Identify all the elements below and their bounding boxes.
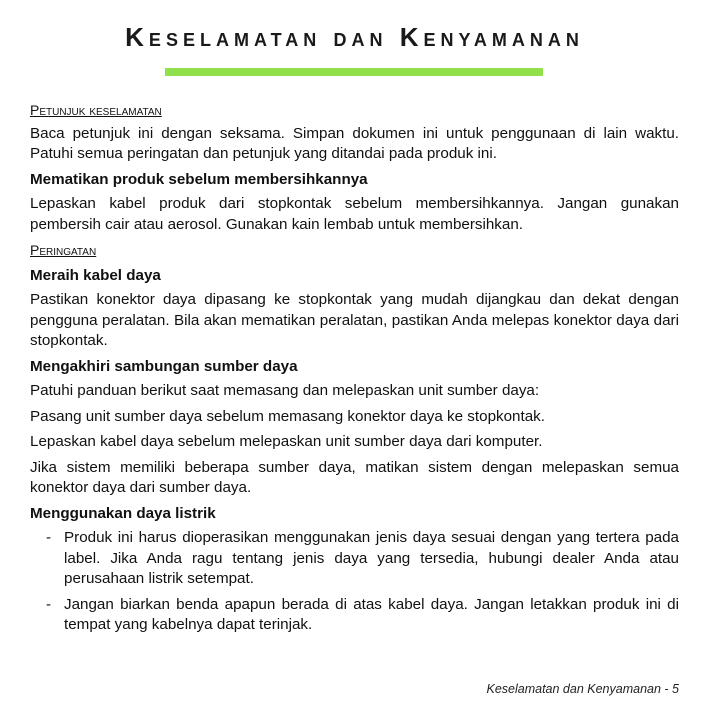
subheading-daya-listrik: Menggunakan daya listrik: [30, 504, 216, 522]
dash-bullet: -: [46, 595, 52, 613]
list-item: [30, 595, 679, 636]
intro-paragraph: Baca petunjuk ini dengan seksama. Simpan dokumen ini untuk penggunaan di lain waktu. Patuhi semua peringatan dan petunjuk yang ditandai pada produk ini.: [30, 124, 679, 162]
list-item-text: Jangan biarkan benda apapun berada di atas kabel daya. Jangan letakkan produk ini di tempat yang kabelnya dapat terinjak.: [64, 595, 679, 633]
page-footer: Keselamatan dan Kenyamanan - 5: [486, 682, 679, 696]
document-body: [30, 100, 679, 641]
subheading-meraih-kabel: Meraih kabel daya: [30, 266, 161, 284]
paragraph-mengakhiri-1: Patuhi panduan berikut saat memasang dan melepaskan unit sumber daya:: [30, 382, 540, 399]
subheading-mematikan: Mematikan produk sebelum membersihkannya: [30, 170, 368, 188]
daya-listrik-list: [30, 528, 679, 636]
section-heading-peringatan: Peringatan: [30, 242, 97, 258]
paragraph-meraih-kabel: Pastikan konektor daya dipasang ke stopkontak yang mudah dijangkau dan dekat dengan pengguna peralatan. Bila akan mematikan peralatan, pastikan Anda melepas konektor daya dari stopkontak.: [30, 291, 679, 349]
paragraph-mengakhiri-2: Pasang unit sumber daya sebelum memasang konektor daya ke stopkontak.: [30, 407, 545, 425]
paragraph-mematikan: Lepaskan kabel produk dari stopkontak sebelum membersihkannya. Jangan gunakan pembersih cair atau aerosol. Gunakan kain lembab untuk membersihkan.: [30, 195, 679, 233]
paragraph-mengakhiri-3: Lepaskan kabel daya sebelum melepaskan unit sumber daya dari komputer.: [30, 433, 543, 450]
section-heading-petunjuk: Petunjuk keselamatan: [30, 102, 162, 118]
list-item-text: Produk ini harus dioperasikan menggunakan jenis daya sesuai dengan yang tertera pada label. Jika Anda ragu tentang jenis daya yang tersedia, hubungi dealer Anda atau perusahaan listrik setempat.: [64, 529, 679, 587]
page-title: Keselamatan dan Kenyamanan: [125, 22, 584, 52]
title-underline-bar: [165, 68, 543, 76]
paragraph-mengakhiri-4: Jika sistem memiliki beberapa sumber daya, matikan sistem dengan melepaskan semua konektor daya dari sumber daya.: [30, 458, 679, 496]
list-item: [30, 528, 679, 590]
subheading-mengakhiri: Mengakhiri sambungan sumber daya: [30, 357, 298, 375]
dash-bullet: -: [46, 529, 52, 546]
